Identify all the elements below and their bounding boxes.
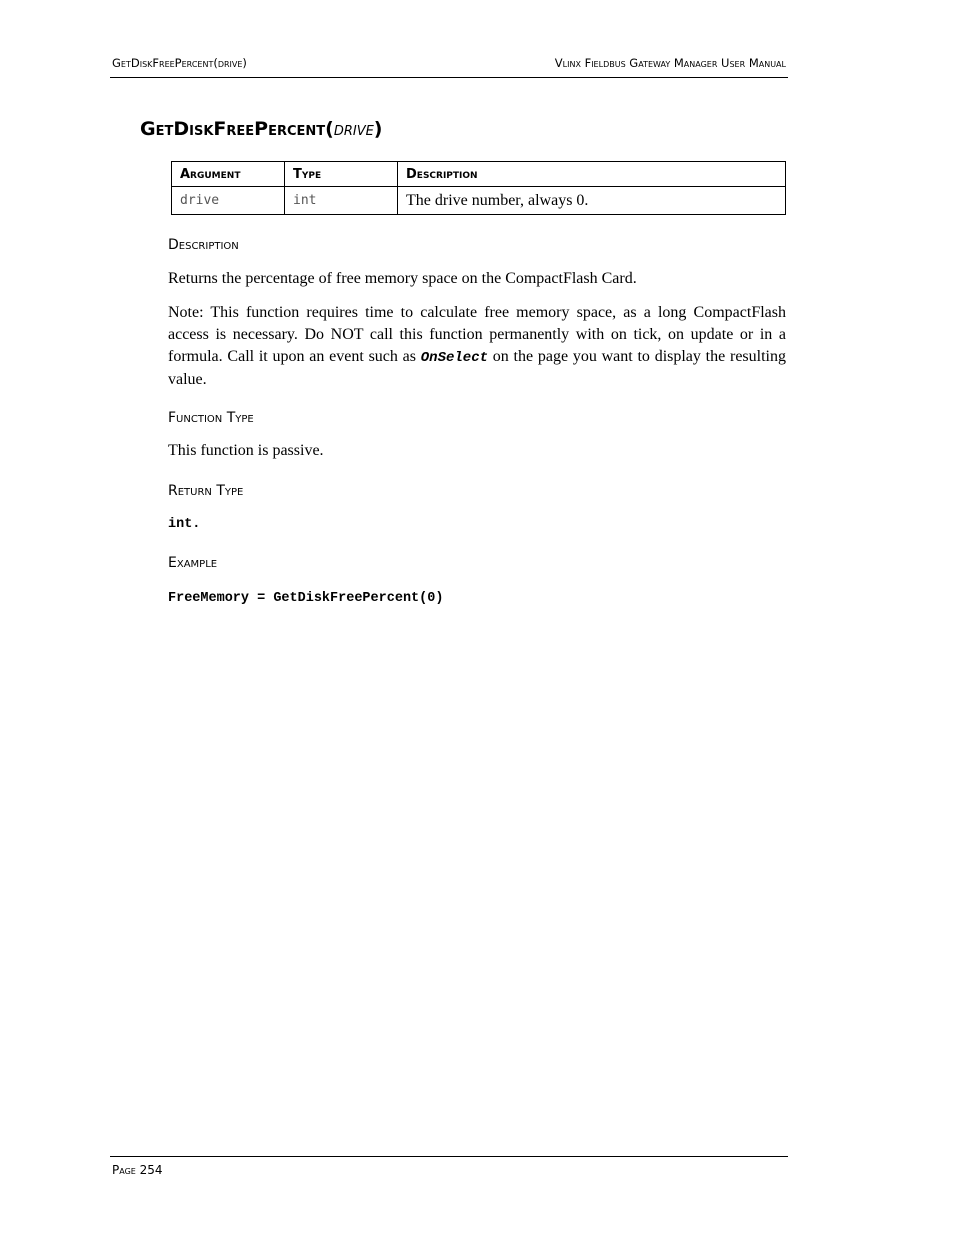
arguments-table: [171, 161, 786, 215]
function-title: [140, 118, 382, 140]
return-type-code: int.: [168, 517, 201, 532]
note-inline-code: OnSelect: [420, 350, 488, 366]
function-argument: drive: [333, 118, 374, 140]
function-name: GetDiskFreePercent(: [140, 118, 334, 140]
table-header-row: [172, 162, 786, 187]
page-number: 254: [139, 1163, 163, 1177]
section-heading-return-type: Return Type: [168, 483, 244, 499]
function-close-paren: ): [373, 118, 383, 140]
column-header-description: Description: [398, 162, 786, 187]
table-row: [172, 187, 786, 215]
note-text-after: on the page you want to display the resulting value.: [168, 348, 786, 388]
section-heading-description: Description: [168, 237, 239, 253]
section-heading-function-type: Function Type: [168, 410, 254, 426]
footer-rule: [110, 1156, 788, 1157]
header-rule: [110, 77, 788, 78]
column-header-type: Type: [285, 162, 398, 187]
example-code: FreeMemory = GetDiskFreePercent(0): [168, 591, 444, 606]
cell-description: The drive number, always 0.: [398, 187, 786, 215]
note-text-before: Note: This function requires time to calculate free memory space, as a long CompactFlash access is necessary. Do NOT call this function permanently with on tick, on update or in a formula. Call it upon an event such as: [168, 304, 786, 365]
function-type-text: This function is passive.: [168, 442, 324, 459]
cell-type: int: [285, 187, 398, 215]
column-header-argument: Argument: [172, 162, 285, 187]
section-heading-example: Example: [168, 555, 218, 571]
page-footer: [112, 1163, 163, 1177]
note-paragraph: [168, 302, 786, 391]
cell-argument: drive: [172, 187, 285, 215]
running-header-right: Vlinx Fieldbus Gateway Manager User Manual: [554, 56, 786, 70]
description-paragraph: Returns the percentage of free memory space on the CompactFlash Card.: [168, 270, 637, 287]
running-header-left: GetDiskFreePercent(drive): [112, 56, 247, 70]
page-label: Page: [112, 1163, 136, 1177]
